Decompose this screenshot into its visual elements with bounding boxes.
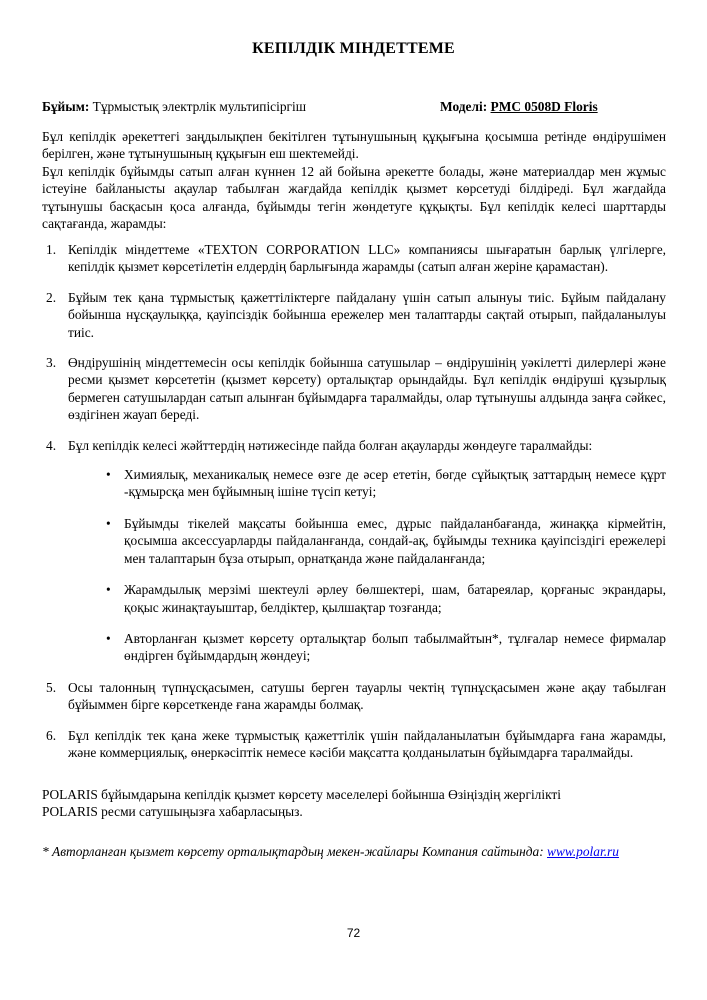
- bullet-icon: •: [106, 467, 111, 483]
- footnote-text: * Авторланған қызмет көрсету орталықтардың мекен-жайлары Компания сайтында:: [42, 844, 544, 859]
- item-number: 1.: [46, 242, 57, 257]
- bullet-text: Авторланған қызмет көрсету орталықтар болып табылмайтын*, тұлғалар немесе фирмалар өндірген бұйымдардың жөндеуі;: [124, 630, 666, 664]
- list-item: [42, 679, 666, 714]
- item-text: Бұл кепілдік тек қана жеке тұрмыстық қажеттілік үшін пайдаланылатын бұйымдарға ғана жарамды, және коммерциялық, өнеркәсіптік немесе кәсіби мақсатта қолданылатын бұйымдарға таралмайды.: [68, 727, 666, 760]
- item-text: Бұл кепілдік келесі жәйттердің нәтижесінде пайда болған ақауларды жөндеуге таралмайды:: [68, 437, 593, 453]
- intro-paragraph: Бұл кепілдік әрекеттегі заңдылықпен бекітілген тұтынушының құқығына қосымша ретінде өндірушімен берілген, және тұтынушының құқығын еш шектемейді.: [42, 129, 666, 162]
- item-number: 2.: [46, 289, 57, 305]
- item-number: 4.: [46, 437, 57, 453]
- model-value: PMC 0508D Floris: [490, 99, 598, 114]
- bullet-text: Бұйымды тікелей мақсаты бойынша емес, дұрыс пайдаланбағанда, жинаққа кірмейтін, қосымша аксессуарларды пайдаланғанда, сондай-ақ, бұйымды техника қауіпсіздігі ережелері мен талаптарын бұза отырып, орнатқанда және пайдаланғанда;: [124, 515, 666, 566]
- website-link[interactable]: www.polar.ru: [547, 844, 619, 859]
- bullet-text: Жарамдылық мерзімі шектеулі әрлеу бөлшектері, шам, батареялар, қорғаныс экрандары, қоқыс жинақтауыштар, белдіктер, қылшақтар тозғанда;: [124, 582, 666, 615]
- footnote: [42, 843, 682, 860]
- footer-line: POLARIS бұйымдарына кепілдік қызмет көрсету мәселелері бойынша Өзіңіздің жергілікті: [42, 787, 561, 802]
- contact-footer: [42, 786, 666, 821]
- product-label: Бұйым:: [42, 99, 90, 114]
- list-item: [42, 289, 666, 341]
- list-item: [42, 727, 666, 762]
- conditions-list: [42, 241, 666, 774]
- bullet-icon: •: [106, 515, 111, 531]
- list-item: [42, 241, 666, 276]
- item-number: 5.: [46, 679, 57, 695]
- model-field: [440, 98, 598, 115]
- item-text: Өндірушінің міндеттемесін осы кепілдік бойынша сатушылар – өндірушінің уәкілетті дилерлері және ресми қызмет көрсететін (қызмет көрсету) орталықтар орындайды. Бұл кепілдік өндіруші құзырлық бермеген сатушылардан сатып алынған бұйымдарға таралмайды, олар тұтынушы алдында заңға сәйкес, өздігінен жауап береді.: [68, 355, 666, 423]
- bullet-item: [68, 630, 666, 665]
- intro-paragraph: Бұл кепілдік бұйымды сатып алған күннен 12 ай бойына әрекетте болады, және материалдар мен жұмыс істеуіне байланысты ақаулар табылған жағдайда кепілдік қызмет көрсетуді білдіреді. Бұл жағдайда тұтынушы басқасын қоса алғанда, бұйымды тегін жөндетуге құқықты. Бұл кепілдік келесі шарттарды сақтағанда, жарамды:: [42, 163, 666, 232]
- model-label: Моделі:: [440, 99, 488, 114]
- bullet-item: [68, 581, 666, 616]
- bullet-icon: •: [106, 630, 111, 646]
- list-item: [42, 354, 666, 424]
- footer-line: POLARIS ресми сатушыңызға хабарласыңыз.: [42, 804, 303, 820]
- bullet-icon: •: [106, 582, 111, 598]
- product-field: [42, 98, 306, 115]
- product-value: Тұрмыстық электрлік мультипісіргіш: [92, 99, 307, 114]
- bullet-item: [68, 466, 666, 501]
- product-line: [42, 98, 666, 116]
- exclusions-list: [68, 466, 666, 665]
- list-item: [42, 437, 666, 665]
- item-text: Бұйым тек қана тұрмыстық қажеттіліктерге пайдалану үшін сатып алынуы тиіс. Бұйым пайдалану бойынша нұсқаулыққа, қауіпсіздік бойынша ережелер мен талаптарды сақтай отырып, пайдаланылуы тиіс.: [68, 289, 666, 340]
- item-text: Осы талонның түпнұсқасымен, сатушы берген тауарлы чектің түпнұсқасымен және ақау табылған бұйыммен бірге көрсеткенде ғана жарамды болмақ.: [68, 679, 666, 713]
- bullet-item: [68, 515, 666, 567]
- bullet-text: Химиялық, механикалық немесе өзге де әсер ететін, бөгде сұйықтық заттардың немесе құрт -құмырсқа мен бұйымның ішіне түсіп кетуі;: [124, 467, 666, 500]
- item-number: 6.: [46, 727, 57, 743]
- page-title: КЕПІЛДІК МІНДЕТТЕМЕ: [252, 40, 455, 57]
- item-text: Кепілдік міндеттеме «TEXTON CORPORATION LLC» компаниясы шығаратын барлық үлгілерге, кепілдік қызмет көрсетілетін елдердің барлығында жарамды (сатып алған жеріне қарамастан).: [68, 242, 666, 275]
- page-number: 72: [346, 926, 361, 940]
- item-number: 3.: [46, 355, 57, 371]
- intro-text: [42, 128, 666, 232]
